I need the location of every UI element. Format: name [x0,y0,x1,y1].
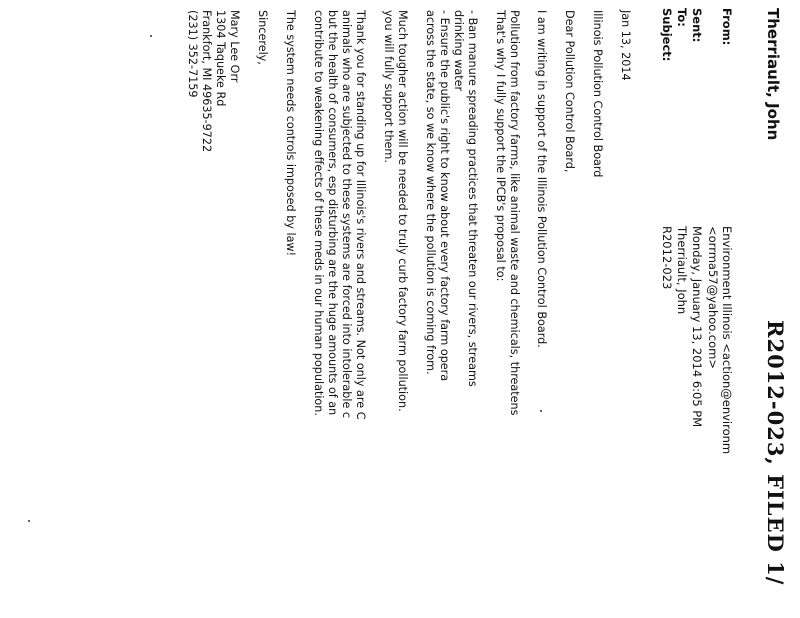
letter-recipient: Illinois Pollution Control Board [591,10,604,178]
from-label: From: [720,8,734,46]
paragraph-thanks-line-3: but the health of consumers, esp disturbing are the huge amounts of an [326,10,339,416]
letter-date: Jan 13, 2014 [619,10,632,81]
sent-value: Monday, January 13, 2014 6:05 PM [690,226,704,428]
scan-speck [540,410,542,412]
bullet-manure-line-2: drinking water [452,10,465,92]
bullet-manure-line-1: - Ban manure spreading practices that threaten our rivers, streams [466,10,479,387]
filing-stamp: R2012-023, FILED 1/ [763,320,788,586]
to-label: To: [675,8,689,27]
signature-street: 1304 Taqueke Rd [214,10,227,107]
bullet-right-to-know-line-2: across the state, so we know where the pollution is coming from. [424,10,437,375]
signature-phone: (231) 352-7159 [186,10,199,98]
subject-label: Subject: [660,8,674,62]
paragraph-thanks-line-2: animals who are subjected to these systems are forced into intolerable c [340,10,353,419]
paragraph-thanks-line-4: contribute to weakening effects of these meds in our human population. [312,10,325,416]
scan-speck [28,520,30,522]
paragraph-tougher-action-line-2: you will fully support them. [382,10,395,163]
from-value-email: <orrma57@yahoo.com> [706,226,720,369]
letter-closing: Sincerely, [256,10,269,65]
signature-city: Frankfort, MI 49635-9722 [200,10,213,153]
sender-name: Therriault, John [764,8,782,141]
sent-label: Sent: [690,8,704,43]
bullet-right-to-know-line-1: - Ensure the public's right to know about every factory farm opera [438,10,451,382]
to-value: Therriault, John [675,226,689,315]
letter-salutation: Dear Pollution Control Board, [563,10,576,173]
paragraph-controls: The system needs controls imposed by law! [284,10,297,257]
signature-name: Mary Lee Orr [228,10,241,83]
paragraph-pollution-line-1: Pollution from factory farms, like animal waste and chemicals, threatens [508,10,521,416]
from-value: Environment Illinois <action@environm [720,226,734,455]
paragraph-pollution-line-2: That's why I fully support the IPCB's proposal to: [494,10,507,282]
scan-speck [150,35,152,37]
paragraph-support: I am writing in support of the Illinois Pollution Control Board. [535,10,548,348]
paragraph-thanks-line-1: Thank you for standing up for Illinois's rivers and streams. Not only are C [354,10,367,420]
subject-value: R2012-023 [660,226,674,290]
paragraph-tougher-action-line-1: Much tougher action will be needed to truly curb factory farm pollution. [396,10,409,412]
